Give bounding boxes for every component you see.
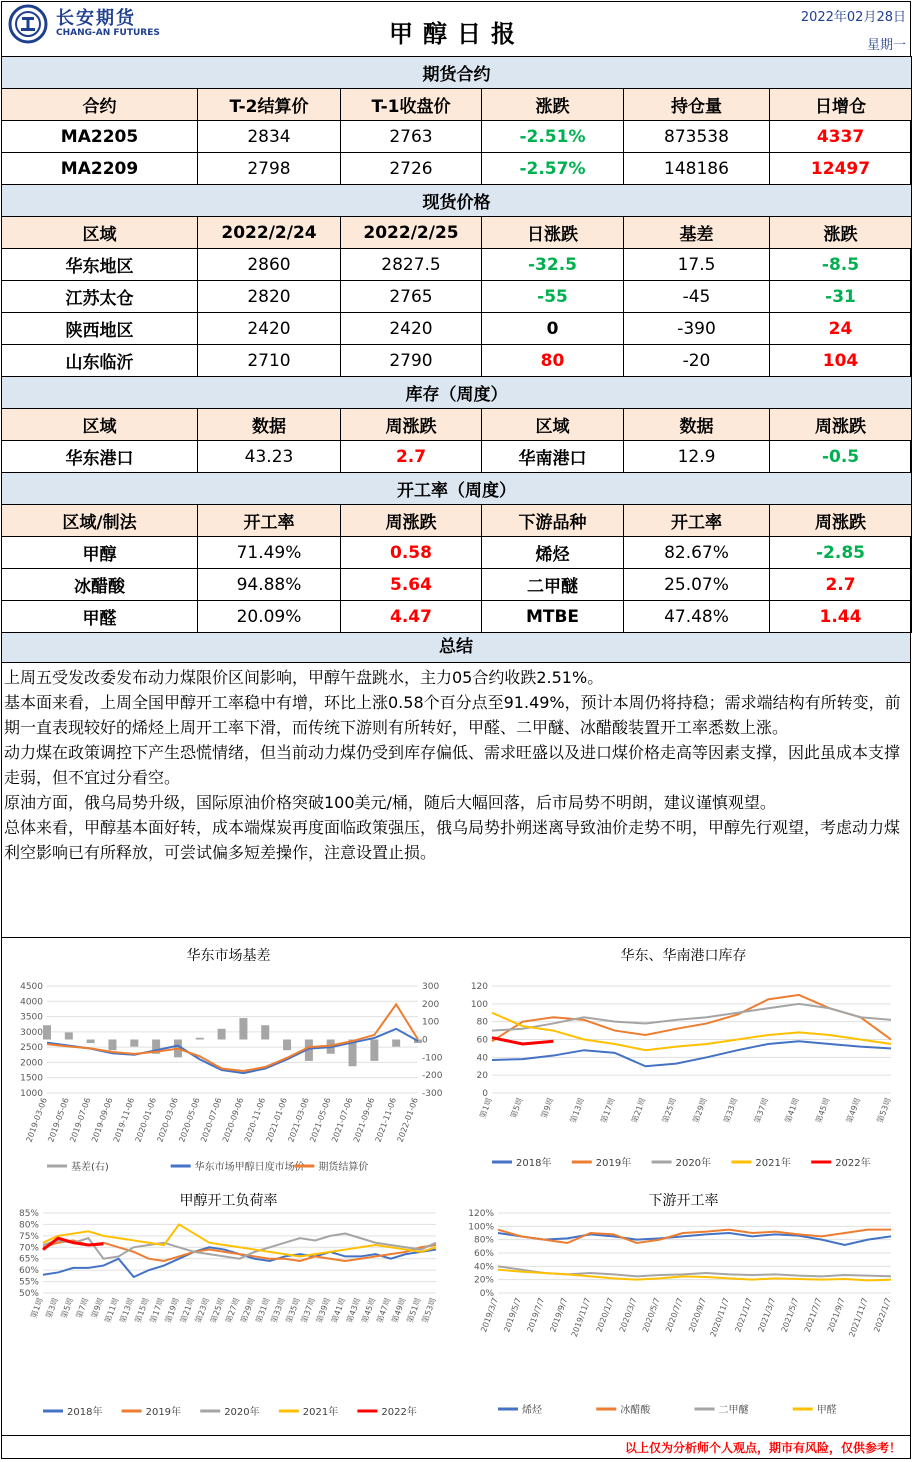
y2-tick-label: 300 bbox=[422, 982, 440, 992]
column-header: 周涨跌 bbox=[770, 409, 912, 441]
column-header: 开工率 bbox=[624, 505, 770, 537]
series-line bbox=[492, 1038, 553, 1044]
y-tick-label: 80% bbox=[18, 1220, 39, 1231]
x-tick-label: 第51周 bbox=[405, 1296, 423, 1325]
x-tick-label: 2019/11/7 bbox=[569, 1296, 593, 1339]
x-tick-label: 2021-01-06 bbox=[264, 1096, 289, 1144]
change-cell: 24 bbox=[770, 313, 912, 345]
table-row bbox=[2, 441, 912, 473]
x-tick-label: 第49周 bbox=[390, 1296, 408, 1325]
basis-bar bbox=[87, 1040, 95, 1044]
table-cell: 12.9 bbox=[624, 441, 770, 473]
column-header: 合约 bbox=[2, 89, 198, 121]
basis-bar bbox=[392, 1040, 400, 1047]
x-tick-label: 第7周 bbox=[74, 1296, 91, 1320]
x-tick-label: 2019/5/7 bbox=[502, 1296, 523, 1334]
change-cell: -8.5 bbox=[770, 249, 912, 281]
futures-table bbox=[1, 56, 912, 185]
table-cell: 2420 bbox=[198, 313, 341, 345]
x-tick-label: 2020/3/7 bbox=[617, 1296, 639, 1334]
basis-bar bbox=[196, 1038, 204, 1040]
change-cell: 0 bbox=[482, 313, 624, 345]
section-title-operating: 开工率（周度） bbox=[2, 473, 912, 505]
inventory-table bbox=[1, 376, 912, 473]
x-tick-label: 第43周 bbox=[344, 1296, 363, 1325]
table-cell: 25.07% bbox=[624, 569, 770, 601]
chart-title: 华东、华南港口库存 bbox=[620, 948, 747, 964]
legend-label: 二甲醚 bbox=[718, 1405, 749, 1416]
product-name: 甲醛 bbox=[2, 601, 198, 633]
y-tick-label: 20% bbox=[473, 1275, 494, 1286]
disclaimer: 以上仅为分析师个人观点，期市有风险，仅供参考！ bbox=[1, 1435, 911, 1459]
x-tick-label: 第35周 bbox=[284, 1296, 302, 1325]
region-name: 江苏太仓 bbox=[2, 281, 198, 313]
x-tick-label: 第13周 bbox=[568, 1096, 586, 1125]
table-cell: 2790 bbox=[341, 345, 482, 377]
x-tick-label: 第47周 bbox=[375, 1296, 393, 1325]
methanol-operating-chart bbox=[1, 1183, 456, 1435]
report-title: 甲醇日报 bbox=[389, 20, 525, 48]
y-tick-label: 40% bbox=[473, 1262, 494, 1273]
y-tick-label: 3500 bbox=[20, 1012, 43, 1023]
x-tick-label: 2019/9/7 bbox=[548, 1296, 570, 1334]
x-tick-label: 2019/7/7 bbox=[525, 1296, 547, 1334]
table-row bbox=[2, 345, 912, 377]
x-tick-label: 第31周 bbox=[254, 1296, 272, 1325]
legend-label: 华东市场甲醇日度市场价 bbox=[194, 1162, 305, 1173]
column-header: T-2结算价 bbox=[198, 89, 341, 121]
product-name: 烯烃 bbox=[482, 537, 624, 569]
region-name: 陕西地区 bbox=[2, 313, 198, 345]
x-tick-label: 第33周 bbox=[269, 1296, 287, 1325]
x-tick-label: 2019-05-06 bbox=[46, 1096, 71, 1144]
table-cell: 43.23 bbox=[198, 441, 341, 473]
x-tick-label: 第5周 bbox=[508, 1096, 525, 1120]
x-tick-label: 2020-07-06 bbox=[199, 1096, 224, 1144]
column-header: 日涨跌 bbox=[482, 217, 624, 249]
y2-tick-label: 0 bbox=[422, 1035, 428, 1046]
legend-label: 2021年 bbox=[302, 1407, 339, 1418]
change-cell: -55 bbox=[482, 281, 624, 313]
column-header: 持仓量 bbox=[624, 89, 770, 121]
y-tick-label: 60% bbox=[18, 1266, 39, 1277]
section-title-inventory: 库存（周度） bbox=[2, 377, 912, 409]
x-tick-label: 2020/1/7 bbox=[594, 1296, 616, 1334]
y-tick-label: 100 bbox=[470, 999, 488, 1010]
change-cell: 2.7 bbox=[341, 441, 482, 473]
y2-tick-label: -200 bbox=[422, 1071, 443, 1082]
x-tick-label: 2021-09-06 bbox=[351, 1096, 377, 1144]
x-tick-label: 2022-01-06 bbox=[395, 1096, 420, 1144]
column-header: 周涨跌 bbox=[341, 409, 482, 441]
legend-label: 2020年 bbox=[675, 1158, 712, 1169]
x-tick-label: 2021-11-06 bbox=[373, 1096, 399, 1144]
y-tick-label: 120% bbox=[468, 1209, 494, 1219]
column-header: 开工率 bbox=[198, 505, 341, 537]
y-tick-label: 2000 bbox=[20, 1058, 43, 1069]
x-tick-label: 2019/3/7 bbox=[479, 1296, 500, 1334]
x-tick-label: 第53周 bbox=[875, 1096, 893, 1125]
change-cell: -0.5 bbox=[770, 441, 912, 473]
summary-paragraph: 总体来看，甲醇基本面好转，成本端煤炭再度面临政策强压，俄乌局势扑朔迷离导致油价走势不明，甲醇先行观望，考虑动力煤利空影响已有所释放，可尝试偏多短差操作，注意设置止损。 bbox=[4, 818, 901, 862]
section-title-futures: 期货合约 bbox=[2, 57, 912, 89]
region-name: 华南港口 bbox=[482, 441, 624, 473]
x-tick-label: 第25周 bbox=[208, 1296, 227, 1325]
y-tick-label: 4500 bbox=[20, 982, 43, 992]
table-cell: 2798 bbox=[198, 153, 341, 185]
table-cell: 2726 bbox=[341, 153, 482, 185]
legend-label: 烯烃 bbox=[522, 1405, 542, 1416]
basis-bar bbox=[65, 1032, 73, 1039]
x-tick-label: 2019-07-06 bbox=[68, 1096, 93, 1144]
change-cell: -32.5 bbox=[482, 249, 624, 281]
x-tick-label: 第3周 bbox=[44, 1296, 60, 1320]
column-header: 周涨跌 bbox=[341, 505, 482, 537]
column-header: 周涨跌 bbox=[770, 505, 912, 537]
y2-tick-label: -300 bbox=[422, 1089, 443, 1099]
y-tick-label: 80 bbox=[476, 1017, 488, 1028]
table-cell: 148186 bbox=[624, 153, 770, 185]
change-cell: 0.58 bbox=[341, 537, 482, 569]
x-tick-label: 2020/5/7 bbox=[640, 1296, 662, 1334]
change-cell: -2.85 bbox=[770, 537, 912, 569]
table-cell: -45 bbox=[624, 281, 770, 313]
change-cell: 12497 bbox=[770, 153, 912, 185]
y-tick-label: 65% bbox=[18, 1254, 39, 1265]
table-row bbox=[2, 537, 912, 569]
change-cell: 4.47 bbox=[341, 601, 482, 633]
y-tick-label: 120 bbox=[470, 982, 488, 992]
section-title-summary: 总结 bbox=[1, 632, 911, 663]
table-cell: 47.48% bbox=[624, 601, 770, 633]
x-tick-label: 2021/7/7 bbox=[802, 1296, 824, 1334]
change-cell: 104 bbox=[770, 345, 912, 377]
x-tick-label: 第5周 bbox=[59, 1296, 76, 1320]
summary-paragraph: 上周五受发改委发布动力煤限价区间影响，甲醇午盘跳水，主力05合约收跌2.51%。 bbox=[4, 668, 604, 687]
legend-label: 2021年 bbox=[755, 1158, 791, 1169]
contract-name: MA2205 bbox=[2, 121, 198, 153]
chart-title: 下游开工率 bbox=[648, 1193, 719, 1209]
series-line bbox=[498, 1266, 891, 1276]
table-row bbox=[2, 121, 912, 153]
y-tick-label: 50% bbox=[18, 1289, 39, 1299]
chart-title: 华东市场基差 bbox=[186, 948, 271, 964]
region-name: 华东地区 bbox=[2, 249, 198, 281]
x-tick-label: 第1周 bbox=[478, 1096, 494, 1120]
legend-label: 2019年 bbox=[595, 1158, 632, 1169]
x-tick-label: 2020/11/7 bbox=[708, 1296, 732, 1339]
report-header bbox=[0, 0, 914, 56]
change-cell: 1.44 bbox=[770, 601, 912, 633]
y-tick-label: 1000 bbox=[20, 1089, 43, 1099]
column-header: 区域 bbox=[482, 409, 624, 441]
change-cell: -2.57% bbox=[482, 153, 624, 185]
basis-bar bbox=[108, 1040, 116, 1051]
x-tick-label: 2021-05-06 bbox=[308, 1096, 333, 1144]
x-tick-label: 第11周 bbox=[103, 1296, 121, 1325]
basis-bar bbox=[239, 1018, 247, 1039]
basis-bar bbox=[130, 1040, 138, 1047]
x-tick-label: 第27周 bbox=[223, 1296, 242, 1325]
brand-name-en: CHANG-AN FUTURES bbox=[56, 28, 160, 38]
y2-tick-label: 100 bbox=[422, 1017, 440, 1028]
x-tick-label: 2020-01-06 bbox=[133, 1096, 158, 1144]
column-header: 下游品种 bbox=[482, 505, 624, 537]
column-header: 日增仓 bbox=[770, 89, 912, 121]
column-header: 基差 bbox=[624, 217, 770, 249]
x-tick-label: 2020-11-06 bbox=[242, 1096, 268, 1144]
x-tick-label: 2020-09-06 bbox=[220, 1096, 246, 1144]
table-cell: -390 bbox=[624, 313, 770, 345]
legend-label: 2022年 bbox=[835, 1158, 871, 1169]
x-tick-label: 第1周 bbox=[29, 1296, 45, 1320]
x-tick-label: 第29周 bbox=[691, 1096, 709, 1125]
x-tick-label: 第37周 bbox=[299, 1296, 317, 1325]
product-name: 甲醇 bbox=[2, 537, 198, 569]
summary-text bbox=[4, 665, 908, 937]
x-tick-label: 第41周 bbox=[329, 1296, 348, 1325]
table-row bbox=[2, 281, 912, 313]
brand-name-cn: 长安期货 bbox=[56, 8, 136, 29]
y-tick-label: 40 bbox=[476, 1053, 488, 1064]
y-tick-label: 60% bbox=[473, 1249, 494, 1259]
x-tick-label: 第13周 bbox=[118, 1296, 136, 1325]
product-name: 冰醋酸 bbox=[2, 569, 198, 601]
x-tick-label: 第45周 bbox=[360, 1296, 378, 1325]
y-tick-label: 75% bbox=[18, 1231, 39, 1242]
y2-tick-label: 200 bbox=[422, 999, 440, 1010]
report-weekday: 星期一 bbox=[866, 38, 906, 53]
y-tick-label: 1500 bbox=[20, 1073, 43, 1084]
y-tick-label: 100% bbox=[468, 1222, 494, 1233]
charts-area bbox=[1, 937, 911, 1435]
x-tick-label: 第41周 bbox=[783, 1096, 801, 1125]
x-tick-label: 2020-05-06 bbox=[177, 1096, 202, 1144]
x-tick-label: 第33周 bbox=[722, 1096, 740, 1125]
summary-paragraph: 动力煤在政策调控下产生恐慌情绪，但当前动力煤仍受到库存偏低、需求旺盛以及进口煤价格走高等因素支撑，因此虽成本支撑走弱，但不宜过分看空。 bbox=[4, 743, 901, 787]
x-tick-label: 2022/1/7 bbox=[872, 1296, 893, 1334]
legend-label: 2022年 bbox=[381, 1407, 417, 1418]
x-tick-label: 第21周 bbox=[629, 1096, 648, 1125]
y-tick-label: 80% bbox=[473, 1235, 494, 1246]
y-tick-label: 2500 bbox=[20, 1043, 43, 1054]
x-tick-label: 2021/1/7 bbox=[733, 1296, 755, 1334]
table-row bbox=[2, 153, 912, 185]
x-tick-label: 2020/7/7 bbox=[664, 1296, 685, 1334]
table-cell: 17.5 bbox=[624, 249, 770, 281]
y-tick-label: 20 bbox=[476, 1071, 488, 1082]
table-cell: 2710 bbox=[198, 345, 341, 377]
x-tick-label: 第15周 bbox=[133, 1296, 151, 1325]
contract-name: MA2209 bbox=[2, 153, 198, 185]
report-date: 2022年02月28日 bbox=[800, 10, 906, 25]
summary-paragraph: 原油方面，俄乌局势升级，国际原油价格突破100美元/桶，随后大幅回落，后市局势不明朗，建议谨慎观望。 bbox=[4, 793, 776, 812]
region-name: 华东港口 bbox=[2, 441, 198, 473]
column-header: T-1收盘价 bbox=[341, 89, 482, 121]
x-tick-label: 2021-07-06 bbox=[330, 1096, 355, 1144]
legend-label: 2019年 bbox=[145, 1407, 182, 1418]
x-tick-label: 2019-09-06 bbox=[89, 1096, 115, 1144]
x-tick-label: 第21周 bbox=[178, 1296, 197, 1325]
x-tick-label: 2021/3/7 bbox=[756, 1296, 778, 1334]
basis-chart bbox=[1, 938, 456, 1183]
table-row bbox=[2, 569, 912, 601]
change-cell: 4337 bbox=[770, 121, 912, 153]
y-tick-label: 3000 bbox=[20, 1027, 43, 1038]
x-tick-label: 2021/9/7 bbox=[825, 1296, 847, 1334]
basis-bar bbox=[370, 1040, 378, 1061]
product-name: 二甲醚 bbox=[482, 569, 624, 601]
x-tick-label: 2020/9/7 bbox=[687, 1296, 708, 1334]
x-tick-label: 第19周 bbox=[163, 1296, 181, 1325]
series-line bbox=[43, 1247, 436, 1277]
y-tick-label: 0 bbox=[482, 1089, 488, 1099]
change-cell: -31 bbox=[770, 281, 912, 313]
x-tick-label: 2019-03-06 bbox=[24, 1096, 49, 1144]
x-tick-label: 2020-03-06 bbox=[155, 1096, 180, 1144]
table-cell: 71.49% bbox=[198, 537, 341, 569]
basis-bar bbox=[43, 1025, 51, 1039]
column-header: 涨跌 bbox=[482, 89, 624, 121]
x-tick-label: 第49周 bbox=[844, 1096, 863, 1125]
column-header: 区域 bbox=[2, 409, 198, 441]
y-tick-label: 4000 bbox=[20, 997, 43, 1008]
series-line bbox=[47, 1004, 418, 1071]
column-header: 涨跌 bbox=[770, 217, 912, 249]
x-tick-label: 第29周 bbox=[239, 1296, 257, 1325]
table-cell: 2765 bbox=[341, 281, 482, 313]
table-cell: 2827.5 bbox=[341, 249, 482, 281]
table-row bbox=[2, 313, 912, 345]
table-cell: 20.09% bbox=[198, 601, 341, 633]
column-header: 2022/2/25 bbox=[341, 217, 482, 249]
table-cell: 2834 bbox=[198, 121, 341, 153]
column-header: 区域 bbox=[2, 217, 198, 249]
table-cell: 2820 bbox=[198, 281, 341, 313]
table-cell: -20 bbox=[624, 345, 770, 377]
legend-label: 2018年 bbox=[67, 1407, 103, 1418]
basis-bar bbox=[283, 1040, 291, 1051]
change-cell: 80 bbox=[482, 345, 624, 377]
x-tick-label: 第9周 bbox=[539, 1096, 556, 1120]
table-cell: 2763 bbox=[341, 121, 482, 153]
x-tick-label: 2021-03-06 bbox=[286, 1096, 311, 1144]
table-cell: 94.88% bbox=[198, 569, 341, 601]
port-inventory-chart bbox=[456, 938, 911, 1183]
y-tick-label: 85% bbox=[18, 1209, 39, 1219]
x-tick-label: 第39周 bbox=[314, 1296, 333, 1325]
downstream-operating-chart bbox=[456, 1183, 911, 1435]
x-tick-label: 第9周 bbox=[89, 1296, 106, 1320]
x-tick-label: 第45周 bbox=[814, 1096, 832, 1125]
x-tick-label: 第23周 bbox=[193, 1296, 212, 1325]
table-cell: 873538 bbox=[624, 121, 770, 153]
column-header: 数据 bbox=[198, 409, 341, 441]
change-cell: -2.51% bbox=[482, 121, 624, 153]
basis-bar bbox=[261, 1025, 269, 1039]
y-tick-label: 0% bbox=[479, 1289, 494, 1299]
table-row bbox=[2, 601, 912, 633]
change-cell: 2.7 bbox=[770, 569, 912, 601]
legend-label: 期货结算价 bbox=[318, 1162, 369, 1173]
legend-label: 2018年 bbox=[516, 1158, 552, 1169]
x-tick-label: 第17周 bbox=[148, 1296, 166, 1325]
product-name: MTBE bbox=[482, 601, 624, 633]
table-row bbox=[2, 249, 912, 281]
column-header: 区域/制法 bbox=[2, 505, 198, 537]
x-tick-label: 2021/11/7 bbox=[847, 1296, 870, 1339]
summary-paragraph: 基本面来看，上周全国甲醇开工率稳中有增，环比上涨0.58个百分点至91.49%，预计本周仍将持稳；需求端结构有所转变，前期一直表现较好的烯烃上周开工率下滑，而传统下游则有所转好，甲醛、二甲醚、冰醋酸装置开工率悉数上涨。 bbox=[4, 693, 901, 737]
legend-label: 甲醛 bbox=[816, 1405, 837, 1416]
column-header: 数据 bbox=[624, 409, 770, 441]
column-header: 2022/2/24 bbox=[198, 217, 341, 249]
chart-title: 甲醇开工负荷率 bbox=[179, 1193, 278, 1209]
x-tick-label: 第53周 bbox=[420, 1296, 438, 1325]
x-tick-label: 第37周 bbox=[752, 1096, 771, 1125]
region-name: 山东临沂 bbox=[2, 345, 198, 377]
legend-label: 基差(右) bbox=[71, 1162, 109, 1173]
y-tick-label: 55% bbox=[18, 1277, 39, 1288]
x-tick-label: 2021/5/7 bbox=[779, 1296, 801, 1334]
legend-label: 2020年 bbox=[224, 1407, 260, 1418]
table-cell: 2420 bbox=[341, 313, 482, 345]
spot-table bbox=[1, 184, 912, 377]
x-tick-label: 2019-11-06 bbox=[111, 1096, 137, 1144]
series-line bbox=[43, 1224, 436, 1256]
y-tick-label: 60 bbox=[476, 1035, 488, 1046]
x-tick-label: 第17周 bbox=[599, 1096, 617, 1125]
y2-tick-label: -100 bbox=[422, 1053, 443, 1064]
change-cell: 5.64 bbox=[341, 569, 482, 601]
y-tick-label: 70% bbox=[18, 1243, 39, 1254]
basis-bar bbox=[218, 1029, 226, 1040]
x-tick-label: 第25周 bbox=[660, 1096, 679, 1125]
legend-label: 冰醋酸 bbox=[620, 1405, 651, 1416]
operating-rate-table bbox=[1, 472, 912, 633]
section-title-spot: 现货价格 bbox=[2, 185, 912, 217]
table-cell: 82.67% bbox=[624, 537, 770, 569]
table-cell: 2860 bbox=[198, 249, 341, 281]
